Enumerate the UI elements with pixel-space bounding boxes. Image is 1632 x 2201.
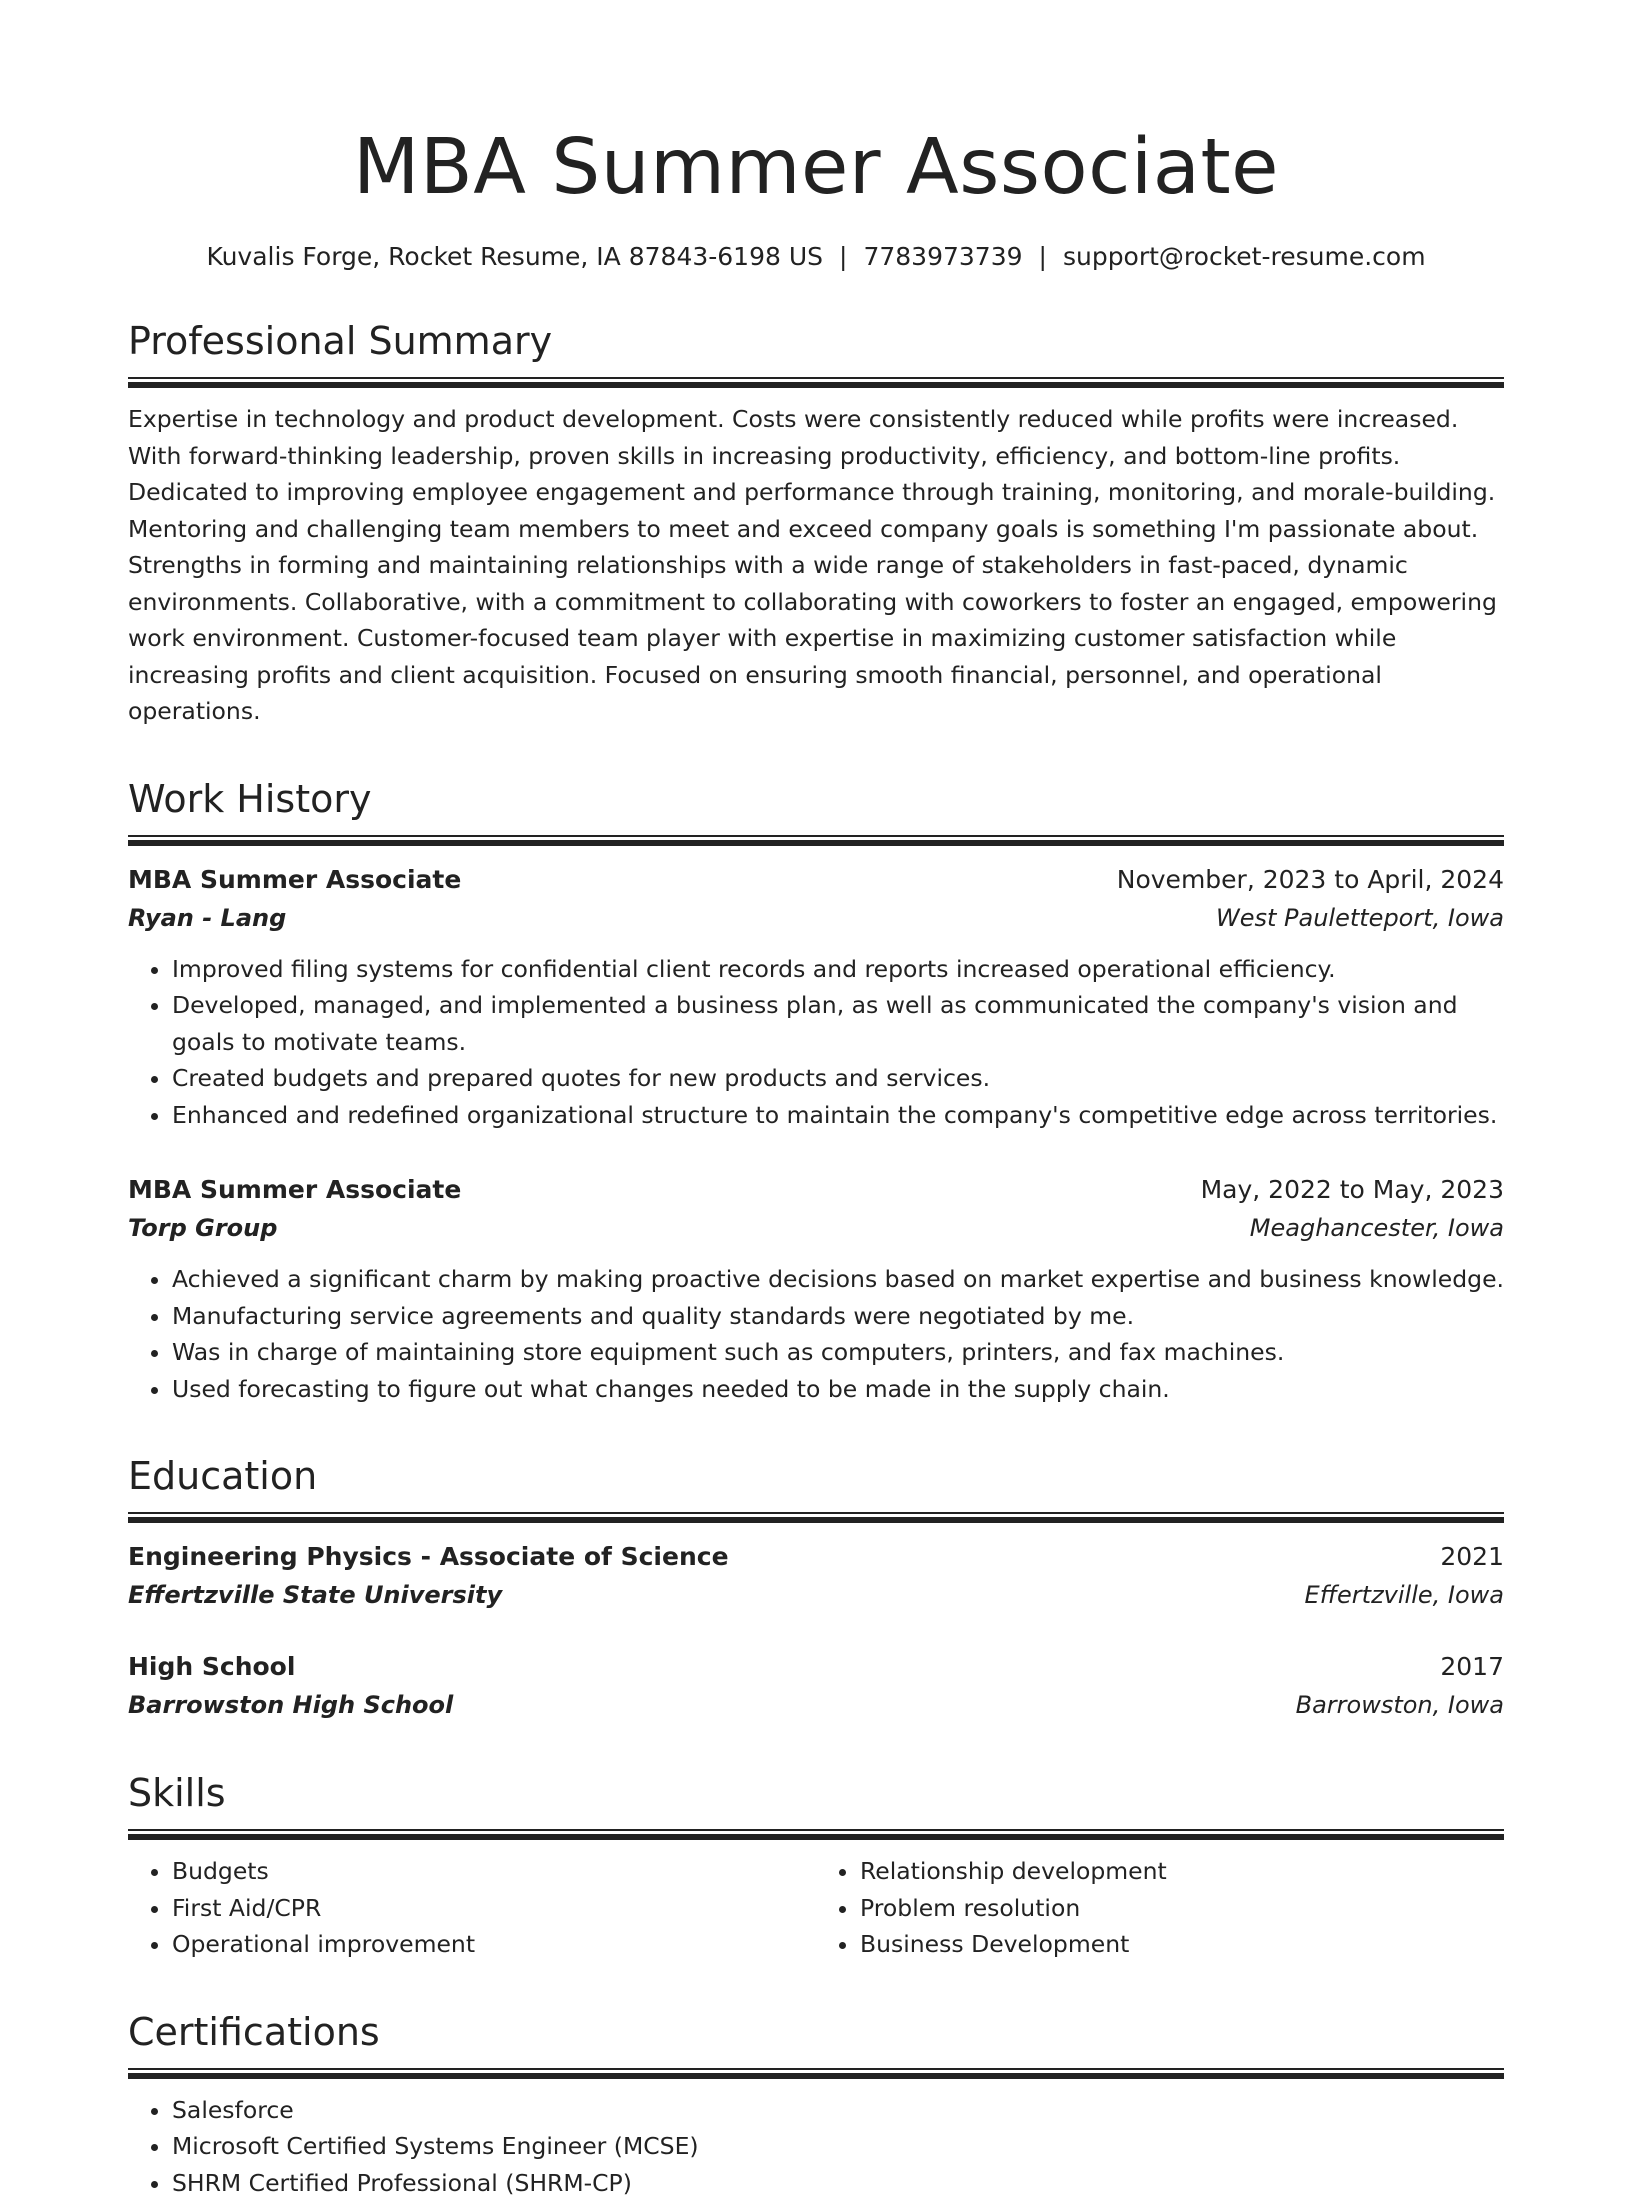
job-bullet: • Created budgets and prepared quotes for new products and services. bbox=[172, 1060, 1504, 1097]
job-bullet: • Improved filing systems for confidential client records and reports increased operational efficiency. bbox=[172, 951, 1504, 988]
degree: High School bbox=[128, 1648, 295, 1686]
contact-separator: | bbox=[1023, 242, 1063, 271]
school-location: Barrowston, Iowa bbox=[1296, 1686, 1504, 1724]
section-divider bbox=[128, 377, 1504, 387]
job-bullet: • Manufacturing service agreements and quality standards were negotiated by me. bbox=[172, 1298, 1504, 1335]
contact-separator: | bbox=[823, 242, 863, 271]
job-title: MBA Summer Associate bbox=[128, 1171, 461, 1209]
job-location: Meaghancester, Iowa bbox=[1250, 1209, 1504, 1247]
contact-phone: 7783973739 bbox=[863, 242, 1022, 271]
section-title: Certifications bbox=[128, 2009, 1504, 2055]
skill-item: • Business Development bbox=[860, 1926, 1504, 1963]
job-bullet: • Developed, managed, and implemented a business plan, as well as communicated the company's vision and goals to motivate teams. bbox=[172, 987, 1504, 1060]
job-entry bbox=[128, 1171, 1504, 1407]
skills-list-left bbox=[128, 1853, 816, 1963]
job-entry bbox=[128, 861, 1504, 1134]
graduation-year: 2017 bbox=[1440, 1648, 1504, 1686]
section-divider bbox=[128, 1829, 1504, 1839]
degree: Engineering Physics - Associate of Science bbox=[128, 1538, 729, 1576]
job-dates: May, 2022 to May, 2023 bbox=[1201, 1171, 1504, 1209]
contact-line bbox=[128, 240, 1504, 274]
skill-item: • Problem resolution bbox=[860, 1890, 1504, 1927]
job-location: West Pauletteport, Iowa bbox=[1216, 899, 1504, 937]
job-bullets bbox=[128, 1261, 1504, 1407]
skills-grid bbox=[128, 1853, 1504, 1963]
job-title: MBA Summer Associate bbox=[128, 861, 461, 899]
certifications-section bbox=[128, 2009, 1504, 2201]
section-divider bbox=[128, 2068, 1504, 2078]
job-bullet: • Achieved a significant charm by making proactive decisions based on market expertise and business knowledge. bbox=[172, 1261, 1504, 1298]
certifications-list bbox=[128, 2092, 1504, 2201]
skills-section bbox=[128, 1770, 1504, 1963]
certification-item: • Salesforce bbox=[172, 2092, 1504, 2129]
summary-text: Expertise in technology and product development. Costs were consistently reduced while profits were increased. With forward-thinking leadership, proven skills in increasing productivity, efficiency, and bottom-line profits. Dedicated to improving employee engagement and performance through training, monitoring, and morale-building. Mentoring and challenging team members to meet and exceed company goals is something I'm passionate about. Strengths in forming and maintaining relationships with a wide range of stakeholders in fast-paced, dynamic environments. Collaborative, with a commitment to collaborating with coworkers to foster an engaged, empowering work environment. Customer-focused team player with expertise in maximizing customer satisfaction while increasing profits and client acquisition. Focused on ensuring smooth financial, personnel, and operational operations. bbox=[128, 401, 1504, 730]
education-section bbox=[128, 1453, 1504, 1724]
skill-item: • Budgets bbox=[172, 1853, 816, 1890]
section-divider bbox=[128, 1512, 1504, 1522]
job-bullet: • Enhanced and redefined organizational structure to maintain the company's competitive edge across territories. bbox=[172, 1097, 1504, 1134]
certification-item: • Microsoft Certified Systems Engineer (MCSE) bbox=[172, 2128, 1504, 2165]
contact-address: Kuvalis Forge, Rocket Resume, IA 87843-6198 US bbox=[206, 242, 823, 271]
education-entry bbox=[128, 1538, 1504, 1614]
company-name: Ryan - Lang bbox=[128, 899, 286, 937]
job-bullets bbox=[128, 951, 1504, 1134]
school-location: Effertzville, Iowa bbox=[1305, 1576, 1504, 1614]
section-title: Professional Summary bbox=[128, 318, 1504, 364]
skill-item: • Operational improvement bbox=[172, 1926, 816, 1963]
job-bullet: • Was in charge of maintaining store equipment such as computers, printers, and fax machines. bbox=[172, 1334, 1504, 1371]
section-title: Skills bbox=[128, 1770, 1504, 1816]
professional-summary-section bbox=[128, 318, 1504, 730]
skills-list-right bbox=[816, 1853, 1504, 1963]
section-divider bbox=[128, 835, 1504, 845]
company-name: Torp Group bbox=[128, 1209, 277, 1247]
school-name: Effertzville State University bbox=[128, 1576, 502, 1614]
certification-item: • SHRM Certified Professional (SHRM-CP) bbox=[172, 2165, 1504, 2201]
education-entry bbox=[128, 1648, 1504, 1724]
work-history-section bbox=[128, 776, 1504, 1408]
graduation-year: 2021 bbox=[1440, 1538, 1504, 1576]
contact-email: support@rocket-resume.com bbox=[1063, 242, 1426, 271]
resume-name: MBA Summer Associate bbox=[128, 118, 1504, 218]
section-title: Education bbox=[128, 1453, 1504, 1499]
skill-item: • First Aid/CPR bbox=[172, 1890, 816, 1927]
job-dates: November, 2023 to April, 2024 bbox=[1117, 861, 1504, 899]
school-name: Barrowston High School bbox=[128, 1686, 453, 1724]
section-title: Work History bbox=[128, 776, 1504, 822]
job-bullet: • Used forecasting to figure out what changes needed to be made in the supply chain. bbox=[172, 1371, 1504, 1408]
skill-item: • Relationship development bbox=[860, 1853, 1504, 1890]
